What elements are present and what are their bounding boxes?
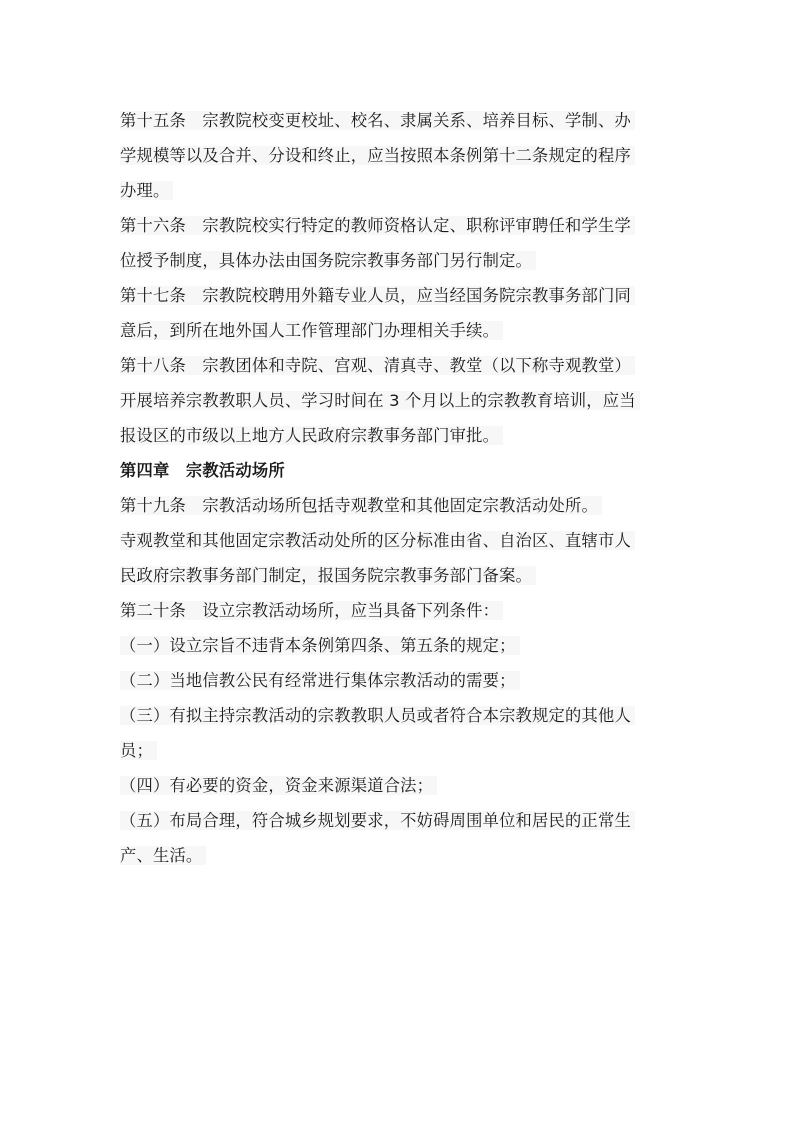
chapter-heading: 第四章 宗教活动场所 (120, 461, 285, 480)
article-19-line-3: 民政府宗教事务部门制定，报国务院宗教事务部门备案。 (120, 558, 680, 593)
condition-5-line-2: 产、生活。 (120, 838, 680, 873)
condition-5-line-1: （五）布局合理，符合城乡规划要求，不妨碍周围单位和居民的正常生 (120, 803, 680, 838)
document-body (120, 103, 680, 873)
article-20-line-1: 第二十条 设立宗教活动场所，应当具备下列条件： (120, 593, 680, 628)
condition-3-line-1: （三）有拟主持宗教活动的宗教教职人员或者符合本宗教规定的其他人 (120, 698, 680, 733)
article-15-line-3: 办理。 (120, 173, 680, 208)
article-18-line-3: 报设区的市级以上地方人民政府宗教事务部门审批。 (120, 418, 680, 453)
article-18-line-1: 第十八条 宗教团体和寺院、宫观、清真寺、教堂（以下称寺观教堂） (120, 348, 680, 383)
article-19-line-1: 第十九条 宗教活动场所包括寺观教堂和其他固定宗教活动处所。 (120, 488, 680, 523)
article-15-line-1: 第十五条 宗教院校变更校址、校名、隶属关系、培养目标、学制、办 (120, 103, 680, 138)
article-16-line-2: 位授予制度，具体办法由国务院宗教事务部门另行制定。 (120, 243, 680, 278)
condition-2: （二）当地信教公民有经常进行集体宗教活动的需要； (120, 663, 680, 698)
article-15-line-2: 学规模等以及合并、分设和终止，应当按照本条例第十二条规定的程序 (120, 138, 680, 173)
condition-4: （四）有必要的资金，资金来源渠道合法； (120, 768, 680, 803)
condition-1: （一）设立宗旨不违背本条例第四条、第五条的规定； (120, 628, 680, 663)
article-17-line-1: 第十七条 宗教院校聘用外籍专业人员，应当经国务院宗教事务部门同 (120, 278, 680, 313)
article-16-line-1: 第十六条 宗教院校实行特定的教师资格认定、职称评审聘任和学生学 (120, 208, 680, 243)
article-19-line-2: 寺观教堂和其他固定宗教活动处所的区分标准由省、自治区、直辖市人 (120, 523, 680, 558)
article-17-line-2: 意后，到所在地外国人工作管理部门办理相关手续。 (120, 313, 680, 348)
article-18-line-2: 开展培养宗教教职人员、学习时间在 3 个月以上的宗教教育培训，应当 (120, 383, 680, 418)
condition-3-line-2: 员； (120, 733, 680, 768)
